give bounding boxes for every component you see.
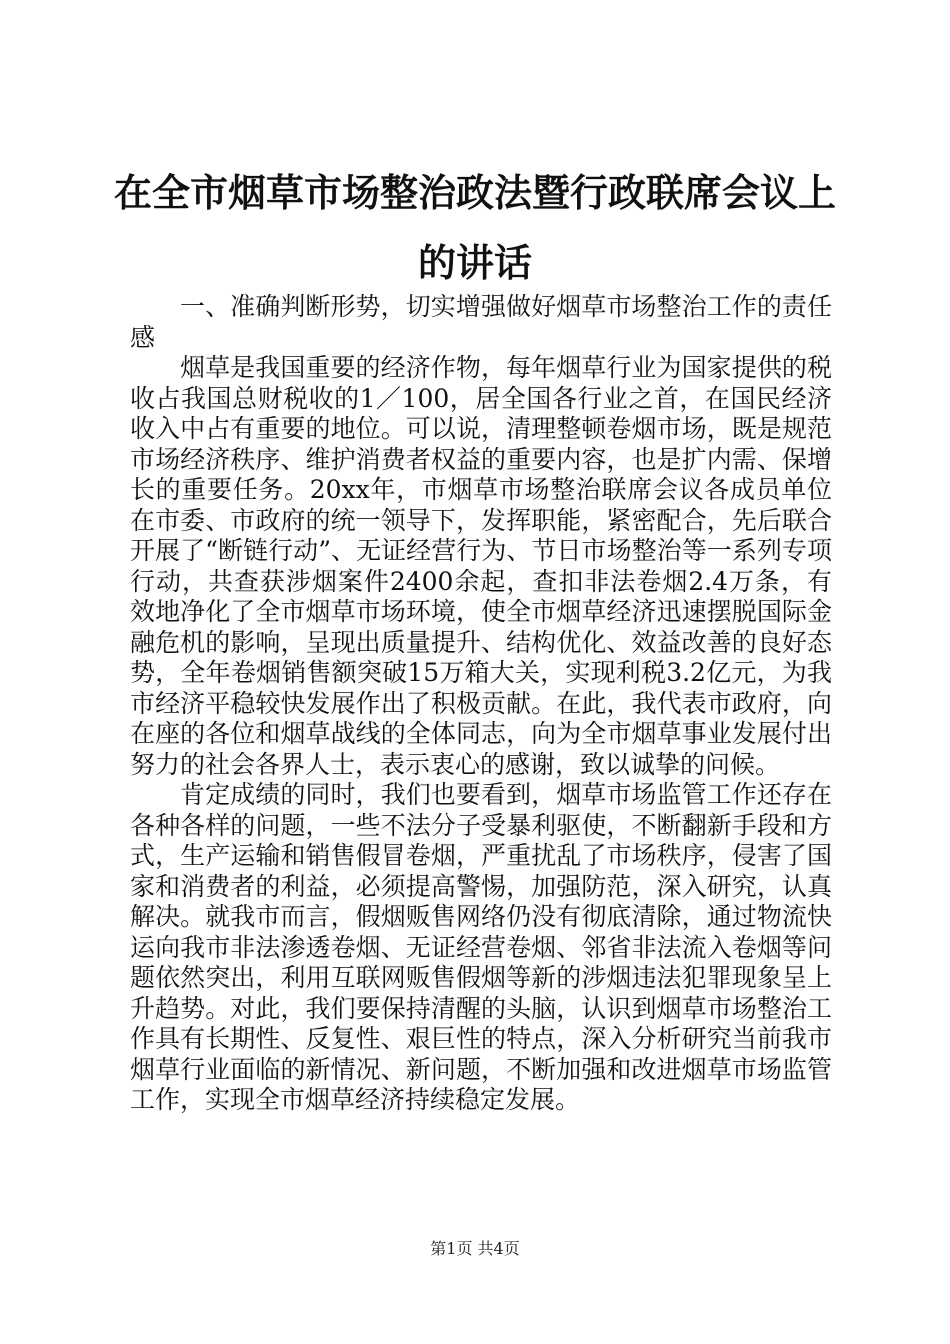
- document-body: [130, 292, 832, 1116]
- body-paragraph: 烟草是我国重要的经济作物，每年烟草行业为国家提供的税收占我国总财税收的1／100，居全国各行业之首，在国民经济收入中占有重要的地位。可以说，清理整顿卷烟市场，既是规范市场经济秩序、维护消费者权益的重要内容，也是扩内需、保增长的重要任务。20xx年，市烟草市场整治联席会议各成员单位在市委、市政府的统一领导下，发挥职能，紧密配合，先后联合开展了“断链行动”、无证经营行为、节日市场整治等一系列专项行动，共查获涉烟案件2400余起，查扣非法卷烟2.4万条，有效地净化了全市烟草市场环境，使全市烟草经济迅速摆脱国际金融危机的影响，呈现出质量提升、结构优化、效益改善的良好态势，全年卷烟销售额突破15万箱大关，实现利税3.2亿元，为我市经济平稳较快发展作出了积极贡献。在此，我代表市政府，向在座的各位和烟草战线的全体同志，向为全市烟草事业发展付出努力的社会各界人士，表示衷心的感谢，致以诚挚的问候。: [130, 353, 832, 779]
- body-paragraph: 肯定成绩的同时，我们也要看到，烟草市场监管工作还存在各种各样的问题，一些不法分子受暴利驱使，不断翻新手段和方式，生产运输和销售假冒卷烟，严重扰乱了市场秩序，侵害了国家和消费者的利益，必须提高警惕，加强防范，深入研究，认真解决。就我市而言，假烟贩售网络仍没有彻底清除，通过物流快运向我市非法渗透卷烟、无证经营卷烟、邻省非法流入卷烟等问题依然突出，利用互联网贩售假烟等新的涉烟违法犯罪现象呈上升趋势。对此，我们要保持清醒的头脑，认识到烟草市场整治工作具有长期性、反复性、艰巨性的特点，深入分析研究当前我市烟草行业面临的新情况、新问题，不断加强和改进烟草市场监管工作，实现全市烟草经济持续稳定发展。: [130, 780, 832, 1114]
- document-title: 在全市烟草市场整治政法暨行政联席会议上的讲话: [113, 170, 836, 285]
- page-number-footer: 第1页 共4页: [430, 1239, 520, 1258]
- section-heading: 一、准确判断形势，切实增强做好烟草市场整治工作的责任感: [130, 292, 832, 352]
